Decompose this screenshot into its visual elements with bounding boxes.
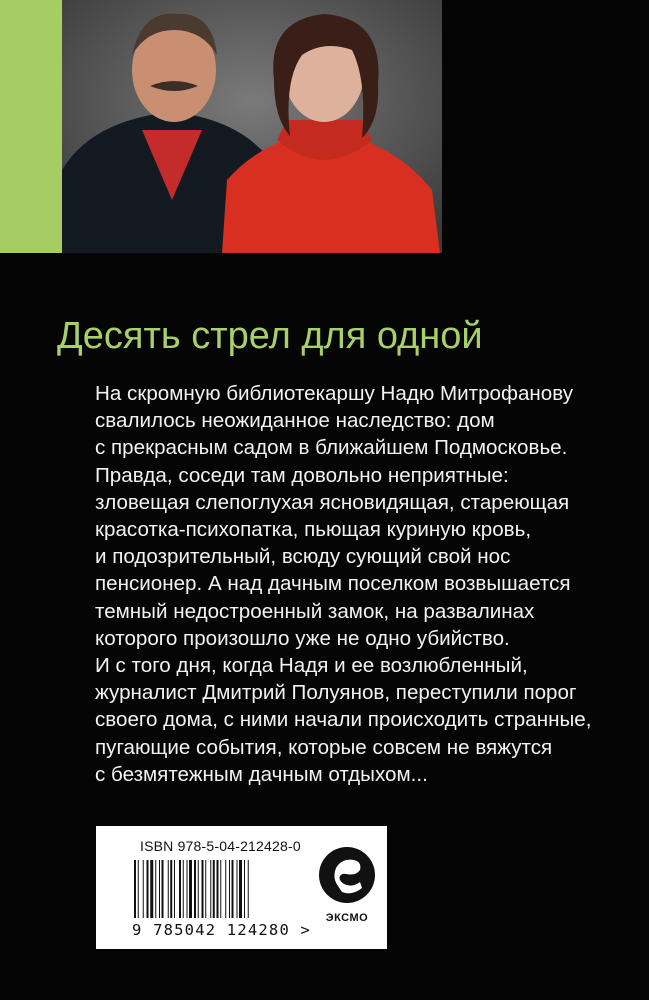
book-description [95, 380, 615, 788]
description-line: И с того дня, когда Надя и ее возлюбленный, [95, 654, 528, 678]
description-line: с прекрасным садом в ближайшем Подмосковье. [95, 436, 568, 460]
publisher-logo [316, 840, 378, 924]
description-line: и подозрительный, всюду сующий свой нос [95, 545, 511, 569]
description-line: темный недостроенный замок, на развалинах [95, 599, 535, 623]
description-line: красотка-психопатка, пьющая куриную кровь, [95, 518, 532, 542]
authors-photo [62, 0, 442, 253]
description-line: которого произошло уже не одно убийство. [95, 626, 510, 650]
isbn-digits: 9 785042 124280 > [132, 921, 312, 939]
description-line: свалилось неожиданное наследство: дом [95, 409, 495, 433]
publisher-name: ЭКСМО [325, 912, 369, 924]
description-line: пугающие события, которые совсем не вяжутся [95, 735, 553, 759]
description-line: зловещая слепоглухая ясновидящая, стареющая [95, 490, 570, 514]
book-title: Десять стрел для одной [57, 315, 483, 357]
description-line: с безмятежным дачным отдыхом... [95, 762, 428, 786]
barcode-icon [134, 860, 346, 920]
description-line: пенсионер. А над дачным поселком возвышается [95, 572, 571, 596]
isbn-label: ISBN 978-5-04-212428-0 [140, 838, 301, 854]
description-line: своего дома, с ними начали происходить странные, [95, 708, 592, 732]
description-line: На скромную библиотекаршу Надю Митрофанову [95, 382, 574, 405]
eksmo-logo-icon [316, 840, 378, 910]
description-line: журналист Дмитрий Полуянов, переступили порог [95, 681, 577, 705]
description-line: Правда, соседи там довольно неприятные: [95, 463, 509, 487]
green-accent-bar [0, 0, 62, 253]
